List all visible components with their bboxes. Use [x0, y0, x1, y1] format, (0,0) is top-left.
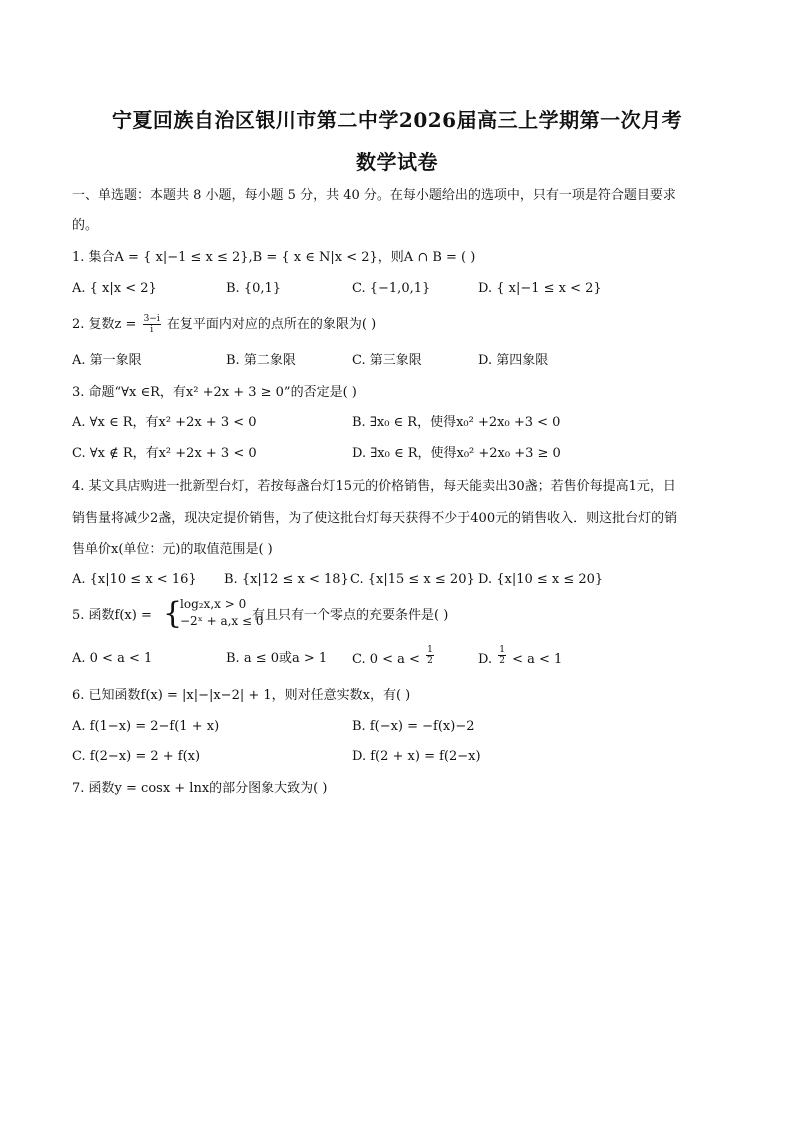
question-4-option-a: A. {x|10 ≤ x < 16}	[72, 572, 197, 587]
question-2-option-d: D. 第四象限	[478, 353, 549, 368]
question-4-stem-line1: 4. 某文具店购进一批新型台灯，若按每盏台灯15元的价格销售，每天能卖出30盏；若售价每提高1元，日	[72, 479, 676, 494]
question-5-option-d	[478, 645, 562, 666]
question-2-option-a: A. 第一象限	[72, 353, 142, 368]
question-6-option-d: D. f(2 + x) = f(2−x)	[352, 749, 481, 764]
question-5-option-c-denominator: 2	[427, 656, 433, 666]
question-2-stem-prefix: 2. 复数z =	[72, 317, 137, 332]
question-5-option-c-numerator: 1	[427, 645, 433, 655]
question-5-option-d-denominator: 2	[499, 656, 505, 666]
question-5-option-c-text: C. 0 < a <	[352, 652, 420, 667]
question-5-option-b: B. a ≤ 0或a > 1	[226, 651, 328, 666]
question-3-option-c: C. ∀x ∉ R，有x² +2x + 3 < 0	[72, 446, 257, 461]
question-5-option-a: A. 0 < a < 1	[72, 651, 153, 666]
question-2-stem-suffix: 在复平面内对应的点所在的象限为( )	[166, 317, 377, 332]
question-4-option-d: D. {x|10 ≤ x ≤ 20}	[478, 572, 604, 587]
question-5-stem-prefix: 5. 函数f(x) =	[72, 608, 152, 623]
question-1-option-a: A. { x|x < 2}	[72, 281, 157, 296]
question-2-fraction-numerator: 3−i	[143, 314, 160, 324]
question-3-stem: 3. 命题“∀x ∈R，有x² +2x + 3 ≥ 0”的否定是( )	[72, 385, 357, 400]
question-5-option-d-text: < a < 1	[512, 652, 563, 667]
question-5-option-c	[352, 645, 436, 666]
question-5-stem-suffix: 有且只有一个零点的充要条件是( )	[252, 608, 449, 623]
question-1-option-c: C. {−1,0,1}	[352, 281, 431, 296]
exam-subtitle: 数学试卷	[356, 150, 438, 174]
question-2-fraction	[143, 314, 161, 335]
question-5-option-d-label: D.	[478, 652, 493, 667]
question-6-option-a: A. f(1−x) = 2−f(1 + x)	[72, 719, 220, 734]
question-6-stem: 6. 已知函数f(x) = |x|−|x−2| + 1，则对任意实数x，有( )	[72, 688, 411, 703]
question-3-option-b: B. ∃x₀ ∈ R，使得x₀² +2x₀ +3 < 0	[352, 415, 561, 430]
question-4-stem-line2: 销售量将减少2盏，现决定提价销售，为了使这批台灯每天获得不少于400元的销售收入．则这批台灯的销	[72, 511, 678, 526]
question-3-option-a: A. ∀x ∈ R，有x² +2x + 3 < 0	[72, 415, 257, 430]
question-5-option-c-fraction	[426, 645, 434, 666]
question-2-stem	[72, 314, 376, 335]
question-2-fraction-denominator: i	[150, 325, 154, 335]
question-5-piece-2: −2ˣ + a,x ≤ 0	[180, 614, 264, 628]
question-1-option-b: B. {0,1}	[226, 281, 282, 296]
question-1-stem: 1. 集合A = { x|−1 ≤ x ≤ 2},B = { x ∈ N|x < 2}，则A ∩ B = ( )	[72, 250, 476, 265]
question-5-piece-1: log₂x,x > 0	[180, 597, 247, 611]
question-3-option-d: D. ∃x₀ ∈ R，使得x₀² +2x₀ +3 ≥ 0	[352, 446, 561, 461]
section-heading-line1: 一、单选题：本题共 8 小题，每小题 5 分，共 40 分。在每小题给出的选项中，只有一项是符合题目要求	[72, 188, 676, 203]
section-heading-line2: 的。	[72, 218, 99, 233]
question-4-option-c: C. {x|15 ≤ x ≤ 20}	[350, 572, 475, 587]
question-4-stem-line3: 售单价x(单位：元)的取值范围是( )	[72, 542, 273, 557]
question-2-option-c: C. 第三象限	[352, 353, 422, 368]
question-5-option-d-numerator: 1	[499, 645, 505, 655]
question-5-brace: {	[163, 596, 183, 631]
question-2-option-b: B. 第二象限	[226, 353, 296, 368]
question-6-option-c: C. f(2−x) = 2 + f(x)	[72, 749, 201, 764]
question-5-option-d-fraction	[498, 645, 506, 666]
question-7-stem: 7. 函数y = cosx + lnx的部分图象大致为( )	[72, 781, 328, 796]
question-1-option-d: D. { x|−1 ≤ x < 2}	[478, 281, 602, 296]
question-4-option-b: B. {x|12 ≤ x < 18}	[224, 572, 349, 587]
exam-title: 宁夏回族自治区银川市第二中学2026届高三上学期第一次月考	[111, 108, 683, 132]
question-6-option-b: B. f(−x) = −f(x)−2	[352, 719, 475, 734]
